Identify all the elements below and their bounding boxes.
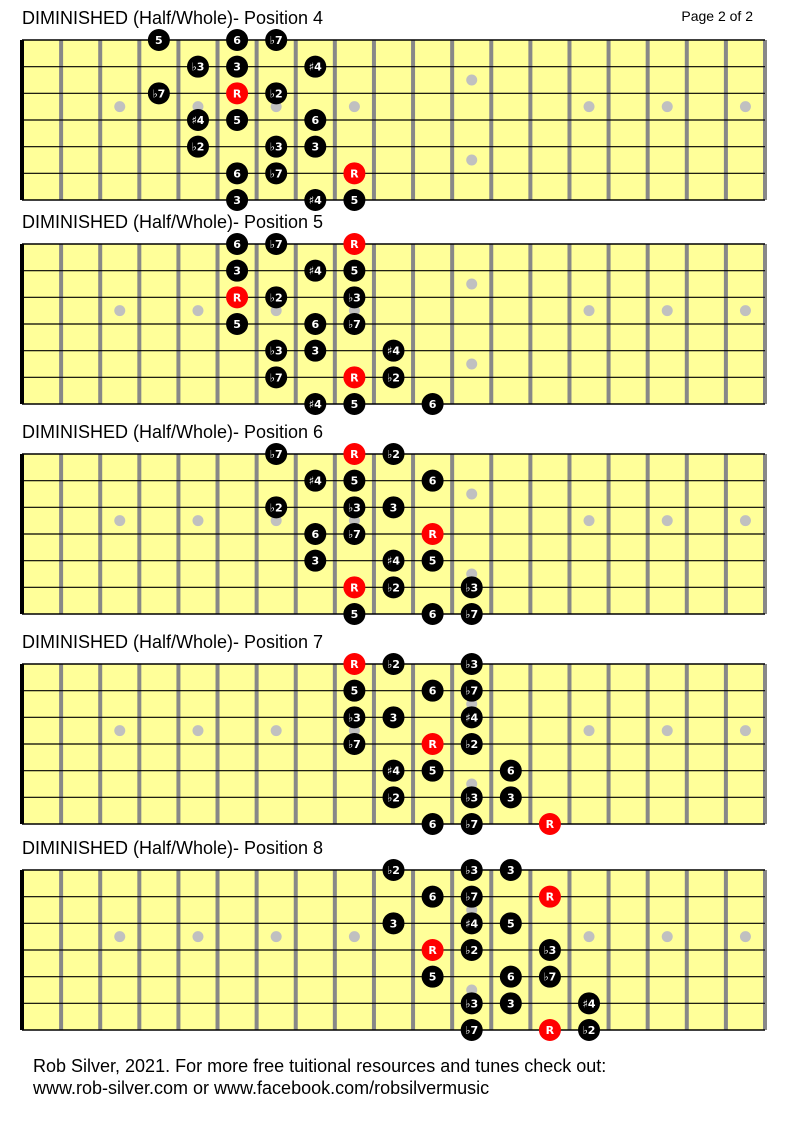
note-label: 6	[233, 167, 241, 181]
scale-note-marker	[461, 1019, 483, 1041]
note-label: 3	[233, 194, 241, 207]
fretboard-diagram-8	[0, 838, 793, 1048]
diagram-title: DIMINISHED (Half/Whole)- Position 7	[22, 632, 324, 652]
scale-note-marker	[226, 56, 248, 78]
scale-note-marker	[500, 859, 522, 881]
note-label: 3	[506, 864, 515, 877]
footer-credit: Rob Silver, 2021. For more free tuitional resources and tunes check out:	[33, 1056, 607, 1076]
note-label: 3	[233, 60, 241, 74]
note-label: ♭7	[465, 608, 479, 621]
fretboard	[0, 8, 793, 208]
inlay-dot	[114, 101, 125, 112]
scale-note-marker	[461, 992, 483, 1014]
note-label: ♯4	[308, 60, 322, 74]
note-label: ♯4	[308, 194, 322, 207]
scale-note-marker	[578, 1019, 600, 1041]
scale-note-marker	[422, 813, 444, 835]
note-label: 5	[350, 474, 359, 488]
scale-note-marker	[304, 109, 326, 131]
scale-note-marker	[461, 733, 483, 755]
scale-note-marker	[304, 340, 326, 362]
inlay-dot	[192, 931, 203, 942]
note-label: 6	[428, 474, 437, 488]
note-label: 3	[389, 711, 398, 725]
note-label: 6	[428, 398, 437, 411]
note-label: 3	[389, 917, 398, 931]
inlay-dot	[349, 101, 360, 112]
note-label: ♯4	[308, 474, 322, 488]
note-label: ♯4	[465, 711, 479, 725]
note-label: ♭2	[465, 738, 479, 751]
scale-note-marker	[343, 286, 365, 308]
inlay-dot	[584, 101, 595, 112]
scale-note-marker	[461, 859, 483, 881]
note-label: ♯4	[387, 344, 400, 358]
scale-note-marker	[422, 550, 444, 572]
scale-note-marker	[383, 653, 405, 675]
scale-note-marker	[343, 260, 365, 282]
root-note-marker	[343, 162, 365, 184]
note-label: 5	[350, 398, 359, 411]
note-label: ♭7	[269, 34, 283, 47]
scale-note-marker	[461, 576, 483, 598]
note-label: 6	[428, 890, 437, 904]
note-label: 6	[311, 528, 320, 541]
note-label: ♭7	[465, 1024, 479, 1037]
inlay-dot	[192, 305, 203, 316]
note-label: 6	[428, 684, 437, 698]
note-label: ♭3	[347, 711, 361, 725]
inlay-dot	[192, 515, 203, 526]
note-label: R	[350, 448, 359, 461]
root-note-marker	[226, 82, 248, 104]
root-note-marker	[343, 233, 365, 255]
scale-note-marker	[304, 56, 326, 78]
scale-note-marker	[226, 189, 248, 211]
inlay-dot	[466, 279, 477, 290]
root-note-marker	[539, 1019, 561, 1041]
root-note-marker	[343, 653, 365, 675]
diagram-title: DIMINISHED (Half/Whole)- Position 5	[22, 212, 324, 232]
note-label: R	[428, 528, 437, 541]
diagram-title: DIMINISHED (Half/Whole)- Position 8	[22, 838, 324, 858]
footer	[33, 1055, 606, 1099]
inlay-dot	[271, 725, 282, 736]
scale-note-marker	[422, 680, 444, 702]
note-label: ♭2	[387, 371, 400, 385]
inlay-dot	[466, 75, 477, 86]
note-label: 6	[233, 238, 241, 251]
note-label: 5	[350, 264, 359, 278]
note-label: R	[428, 738, 437, 751]
inlay-dot	[584, 931, 595, 942]
scale-note-marker	[343, 523, 365, 545]
note-label: 5	[350, 608, 359, 621]
scale-note-marker	[265, 136, 287, 158]
scale-note-marker	[148, 29, 170, 51]
note-label: 5	[350, 684, 359, 698]
note-label: 5	[428, 970, 437, 984]
note-label: 5	[350, 194, 359, 207]
fretboard	[0, 212, 793, 412]
root-note-marker	[422, 733, 444, 755]
scale-note-marker	[265, 82, 287, 104]
note-label: ♯4	[387, 554, 400, 568]
diagram-title: DIMINISHED (Half/Whole)- Position 6	[22, 422, 324, 442]
note-label: ♭2	[387, 791, 400, 805]
note-label: ♭7	[152, 87, 166, 101]
note-label: ♯4	[308, 398, 322, 411]
scale-note-marker	[343, 470, 365, 492]
scale-note-marker	[343, 189, 365, 211]
note-label: R	[545, 1024, 555, 1037]
note-label: ♭3	[191, 60, 205, 74]
scale-note-marker	[461, 939, 483, 961]
inlay-dot	[584, 515, 595, 526]
note-label: ♭2	[387, 448, 400, 461]
diagram-title: DIMINISHED (Half/Whole)- Position 4	[22, 8, 324, 28]
inlay-dot	[114, 515, 125, 526]
scale-note-marker	[500, 786, 522, 808]
scale-note-marker	[226, 233, 248, 255]
scale-note-marker	[461, 786, 483, 808]
footer-links: www.rob-silver.com or www.facebook.com/robsilvermusic	[33, 1078, 490, 1098]
note-label: 6	[428, 608, 437, 621]
note-label: R	[232, 87, 242, 101]
scale-note-marker	[343, 496, 365, 518]
note-label: ♭7	[347, 528, 361, 541]
note-label: 6	[506, 970, 515, 984]
fretboard	[0, 632, 793, 832]
scale-note-marker	[383, 550, 405, 572]
scale-note-marker	[343, 393, 365, 415]
scale-note-marker	[343, 313, 365, 335]
inlay-dot	[466, 155, 477, 166]
scale-note-marker	[265, 443, 287, 465]
fretboard-diagram-6	[0, 422, 793, 632]
inlay-dot	[466, 359, 477, 370]
note-label: ♭3	[465, 791, 479, 805]
note-label: ♭7	[465, 684, 479, 698]
scale-note-marker	[461, 653, 483, 675]
note-label: 6	[311, 318, 320, 331]
note-label: ♭7	[269, 238, 283, 251]
scale-note-marker	[226, 260, 248, 282]
fretboard	[0, 422, 793, 622]
note-label: R	[350, 371, 359, 385]
scale-note-marker	[500, 992, 522, 1014]
note-label: ♯4	[387, 764, 400, 778]
note-label: R	[545, 890, 555, 904]
inlay-dot	[740, 725, 751, 736]
scale-note-marker	[304, 393, 326, 415]
scale-note-marker	[265, 286, 287, 308]
fretboard-diagram-5	[0, 212, 793, 422]
note-label: ♯4	[191, 114, 205, 127]
scale-note-marker	[500, 760, 522, 782]
note-label: ♭2	[269, 501, 283, 515]
fretboard	[0, 838, 793, 1038]
scale-note-marker	[422, 886, 444, 908]
note-label: 3	[506, 997, 515, 1011]
inlay-dot	[349, 931, 360, 942]
scale-note-marker	[343, 706, 365, 728]
scale-note-marker	[383, 706, 405, 728]
scale-note-marker	[383, 443, 405, 465]
inlay-dot	[740, 305, 751, 316]
scale-note-marker	[539, 966, 561, 988]
scale-note-marker	[226, 162, 248, 184]
note-label: ♭3	[347, 501, 361, 515]
note-label: 5	[506, 917, 515, 931]
note-label: 3	[506, 791, 515, 805]
inlay-dot	[740, 101, 751, 112]
scale-note-marker	[422, 603, 444, 625]
root-note-marker	[343, 443, 365, 465]
scale-note-marker	[383, 786, 405, 808]
scale-note-marker	[461, 680, 483, 702]
inlay-dot	[740, 931, 751, 942]
note-label: ♭3	[269, 140, 283, 154]
note-label: ♭2	[269, 291, 283, 305]
note-label: R	[350, 167, 359, 181]
scale-note-marker	[383, 496, 405, 518]
scale-note-marker	[148, 82, 170, 104]
note-label: ♭2	[582, 1024, 596, 1037]
root-note-marker	[539, 886, 561, 908]
scale-note-marker	[383, 760, 405, 782]
note-label: ♭2	[191, 140, 205, 154]
note-label: R	[350, 658, 359, 671]
note-label: ♭7	[269, 167, 283, 181]
scale-note-marker	[343, 680, 365, 702]
scale-note-marker	[304, 523, 326, 545]
inlay-dot	[662, 515, 673, 526]
note-label: ♭2	[387, 864, 400, 877]
scale-note-marker	[461, 886, 483, 908]
note-label: 3	[311, 554, 320, 568]
page-number: Page 2 of 2	[681, 8, 753, 24]
note-label: ♭3	[347, 291, 361, 305]
inlay-dot	[114, 725, 125, 736]
inlay-dot	[662, 931, 673, 942]
scale-note-marker	[187, 109, 209, 131]
scale-note-marker	[265, 366, 287, 388]
note-label: ♯4	[308, 264, 322, 278]
scale-note-marker	[226, 313, 248, 335]
inlay-dot	[271, 931, 282, 942]
scale-note-marker	[304, 550, 326, 572]
note-label: 5	[233, 114, 241, 127]
scale-note-marker	[578, 992, 600, 1014]
root-note-marker	[343, 576, 365, 598]
scale-note-marker	[383, 340, 405, 362]
note-label: ♭2	[269, 87, 283, 101]
scale-note-marker	[304, 313, 326, 335]
note-label: 6	[428, 818, 437, 831]
note-label: R	[350, 238, 359, 251]
scale-note-marker	[265, 29, 287, 51]
note-label: ♭7	[269, 371, 283, 385]
note-label: R	[350, 581, 359, 595]
fretboard-diagram-7	[0, 632, 793, 842]
scale-note-marker	[461, 706, 483, 728]
scale-note-marker	[422, 760, 444, 782]
note-label: R	[545, 818, 555, 831]
root-note-marker	[422, 523, 444, 545]
note-label: R	[428, 944, 437, 957]
scale-note-marker	[422, 470, 444, 492]
scale-note-marker	[383, 366, 405, 388]
note-label: 5	[233, 318, 241, 331]
scale-note-marker	[226, 29, 248, 51]
scale-note-marker	[304, 189, 326, 211]
note-label: ♯4	[582, 997, 596, 1011]
scale-note-marker	[187, 56, 209, 78]
scale-note-marker	[461, 912, 483, 934]
inlay-dot	[192, 725, 203, 736]
scale-note-marker	[265, 162, 287, 184]
note-label: ♭3	[543, 944, 557, 957]
note-label: ♭3	[465, 581, 479, 595]
scale-note-marker	[304, 260, 326, 282]
root-note-marker	[226, 286, 248, 308]
inlay-dot	[740, 515, 751, 526]
scale-note-marker	[383, 576, 405, 598]
inlay-dot	[114, 931, 125, 942]
note-label: ♭3	[465, 658, 479, 671]
note-label: 6	[506, 764, 515, 778]
note-label: 6	[311, 114, 320, 127]
note-label: 3	[389, 501, 398, 515]
scale-note-marker	[343, 603, 365, 625]
scale-note-marker	[343, 733, 365, 755]
root-note-marker	[343, 366, 365, 388]
note-label: ♭7	[269, 448, 283, 461]
note-label: 3	[311, 140, 320, 154]
note-label: ♭7	[347, 738, 361, 751]
root-note-marker	[422, 939, 444, 961]
scale-note-marker	[500, 966, 522, 988]
scale-note-marker	[422, 393, 444, 415]
scale-note-marker	[304, 470, 326, 492]
note-label: R	[232, 291, 242, 305]
inlay-dot	[584, 305, 595, 316]
inlay-dot	[662, 725, 673, 736]
note-label: ♭3	[465, 997, 479, 1011]
note-label: 3	[311, 344, 320, 358]
scale-note-marker	[461, 603, 483, 625]
note-label: ♭7	[347, 318, 361, 331]
scale-note-marker	[265, 233, 287, 255]
scale-note-marker	[383, 859, 405, 881]
scale-note-marker	[500, 912, 522, 934]
note-label: ♭2	[387, 581, 400, 595]
inlay-dot	[662, 305, 673, 316]
note-label: 5	[155, 34, 163, 47]
scale-note-marker	[422, 966, 444, 988]
scale-note-marker	[265, 496, 287, 518]
note-label: ♭2	[465, 944, 479, 957]
scale-note-marker	[539, 939, 561, 961]
note-label: ♭2	[387, 658, 400, 671]
note-label: ♭7	[543, 970, 557, 984]
note-label: 5	[428, 764, 437, 778]
scale-note-marker	[265, 340, 287, 362]
note-label: ♭7	[465, 890, 479, 904]
note-label: ♯4	[465, 917, 479, 931]
root-note-marker	[539, 813, 561, 835]
note-label: ♭3	[269, 344, 283, 358]
scale-note-marker	[461, 813, 483, 835]
note-label: 5	[428, 554, 437, 568]
inlay-dot	[466, 489, 477, 500]
scale-note-marker	[226, 109, 248, 131]
note-label: ♭3	[465, 864, 479, 877]
inlay-dot	[114, 305, 125, 316]
scale-note-marker	[383, 912, 405, 934]
note-label: 6	[233, 34, 241, 47]
scale-note-marker	[304, 136, 326, 158]
scale-note-marker	[187, 136, 209, 158]
fretboard-diagram-4	[0, 8, 793, 218]
inlay-dot	[662, 101, 673, 112]
note-label: ♭7	[465, 818, 479, 831]
note-label: 3	[233, 264, 241, 278]
inlay-dot	[584, 725, 595, 736]
